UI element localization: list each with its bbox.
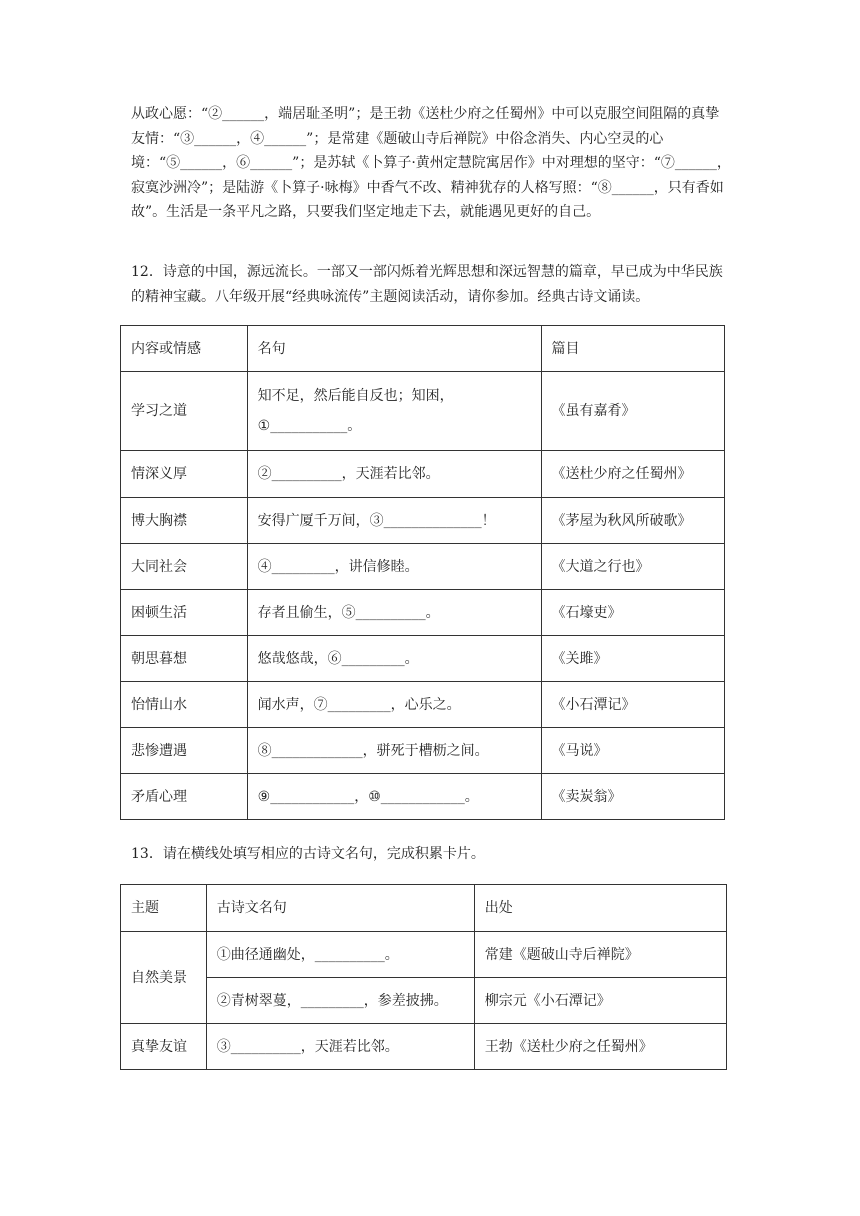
- table-row: [121, 590, 725, 636]
- table-header-row: [121, 885, 727, 932]
- row-topic: 博大胸襟: [121, 498, 248, 544]
- header-content-emotion: 内容或情感: [121, 326, 248, 372]
- question-12-table: [120, 325, 725, 820]
- row-topic: 情深义厚: [121, 451, 248, 498]
- row-quote: 安得广厦千万间，③______________！: [247, 498, 541, 544]
- row-quote: ③__________，天涯若比邻。: [206, 1024, 474, 1070]
- row-quote: 闻水声，⑦_________，心乐之。: [247, 682, 541, 728]
- quote-line-2: ①___________。: [257, 418, 362, 434]
- row-quote: ⑨____________，⑩____________。: [247, 774, 541, 820]
- row-quote: 存者且偷生，⑤__________。: [247, 590, 541, 636]
- table-row: [121, 932, 727, 978]
- row-source: 王勃《送杜少府之任蜀州》: [474, 1024, 726, 1070]
- row-source: 《送杜少府之任蜀州》: [541, 451, 725, 498]
- row-source: 《关雎》: [541, 636, 725, 682]
- table-header-row: [121, 326, 725, 372]
- row-quote: ⑧_____________，骈死于槽枥之间。: [247, 728, 541, 774]
- row-topic: 大同社会: [121, 544, 248, 590]
- row-quote: ②__________，天涯若比邻。: [247, 451, 541, 498]
- header-famous-line: 名句: [247, 326, 541, 372]
- header-famous-line: 古诗文名句: [206, 885, 474, 932]
- row-topic: 怡情山水: [121, 682, 248, 728]
- table-row: [121, 498, 725, 544]
- header-theme: 主题: [121, 885, 207, 932]
- table-row: [121, 774, 725, 820]
- question-12-prompt: 12．诗意的中国，源远流长。一部又一部闪烁着光辉思想和深远智慧的篇章，早已成为中华民族的精神宝藏。八年级开展“经典咏流传”主题阅读活动，请你参加。经典古诗文诵读。: [131, 264, 723, 305]
- row-quote: ②青树翠蔓，_________，参差披拂。: [206, 978, 474, 1024]
- row-source: 柳宗元《小石潭记》: [474, 978, 726, 1024]
- row-source: 《卖炭翁》: [541, 774, 725, 820]
- table-row: [121, 1024, 727, 1070]
- row-source: 《石壕吏》: [541, 590, 725, 636]
- table-row: [121, 636, 725, 682]
- row-theme: 真挚友谊: [121, 1024, 207, 1070]
- header-source: 出处: [474, 885, 726, 932]
- intro-paragraph: 从政心愿：“②______，端居耻圣明”；是王勃《送杜少府之任蜀州》中可以克服空间阻隔的真挚友情：“③______，④______”；是常建《题破山寺后禅院》中俗念消失、内心空灵的心境：“⑤______，⑥______”；是苏轼《卜算子·黄州定慧院寓居作》中对理想的坚守：“⑦______，寂寞沙洲冷”；是陆游《卜算子·咏梅》中香气不改、精神犹存的人格写照：“⑧______，只有香如故”。生活是一条平凡之路，只要我们坚定地走下去，就能遇见更好的自己。: [131, 106, 731, 220]
- row-quote: [247, 372, 541, 451]
- row-theme: 自然美景: [121, 932, 207, 1024]
- quote-line-1: 知不足，然后能自反也；知困，: [257, 388, 454, 404]
- row-source: 《小石潭记》: [541, 682, 725, 728]
- row-topic: 学习之道: [121, 372, 248, 451]
- header-source: 篇目: [541, 326, 725, 372]
- table-row: [121, 978, 727, 1024]
- row-source: 《茅屋为秋风所破歌》: [541, 498, 725, 544]
- table-row: [121, 728, 725, 774]
- row-source: 《大道之行也》: [541, 544, 725, 590]
- row-topic: 矛盾心理: [121, 774, 248, 820]
- row-quote: ④_________，讲信修睦。: [247, 544, 541, 590]
- row-quote: ①曲径通幽处，__________。: [206, 932, 474, 978]
- table-row: [121, 451, 725, 498]
- question-13-prompt: 13．请在横线处填写相应的古诗文名句，完成积累卡片。: [131, 846, 485, 862]
- row-topic: 困顿生活: [121, 590, 248, 636]
- row-quote: 悠哉悠哉，⑥_________。: [247, 636, 541, 682]
- row-source: 《马说》: [541, 728, 725, 774]
- row-source: 常建《题破山寺后禅院》: [474, 932, 726, 978]
- table-row: [121, 372, 725, 451]
- row-topic: 朝思暮想: [121, 636, 248, 682]
- question-13-table: [120, 884, 727, 1070]
- row-source: 《虽有嘉肴》: [541, 372, 725, 451]
- row-topic: 悲惨遭遇: [121, 728, 248, 774]
- table-row: [121, 682, 725, 728]
- table-row: [121, 544, 725, 590]
